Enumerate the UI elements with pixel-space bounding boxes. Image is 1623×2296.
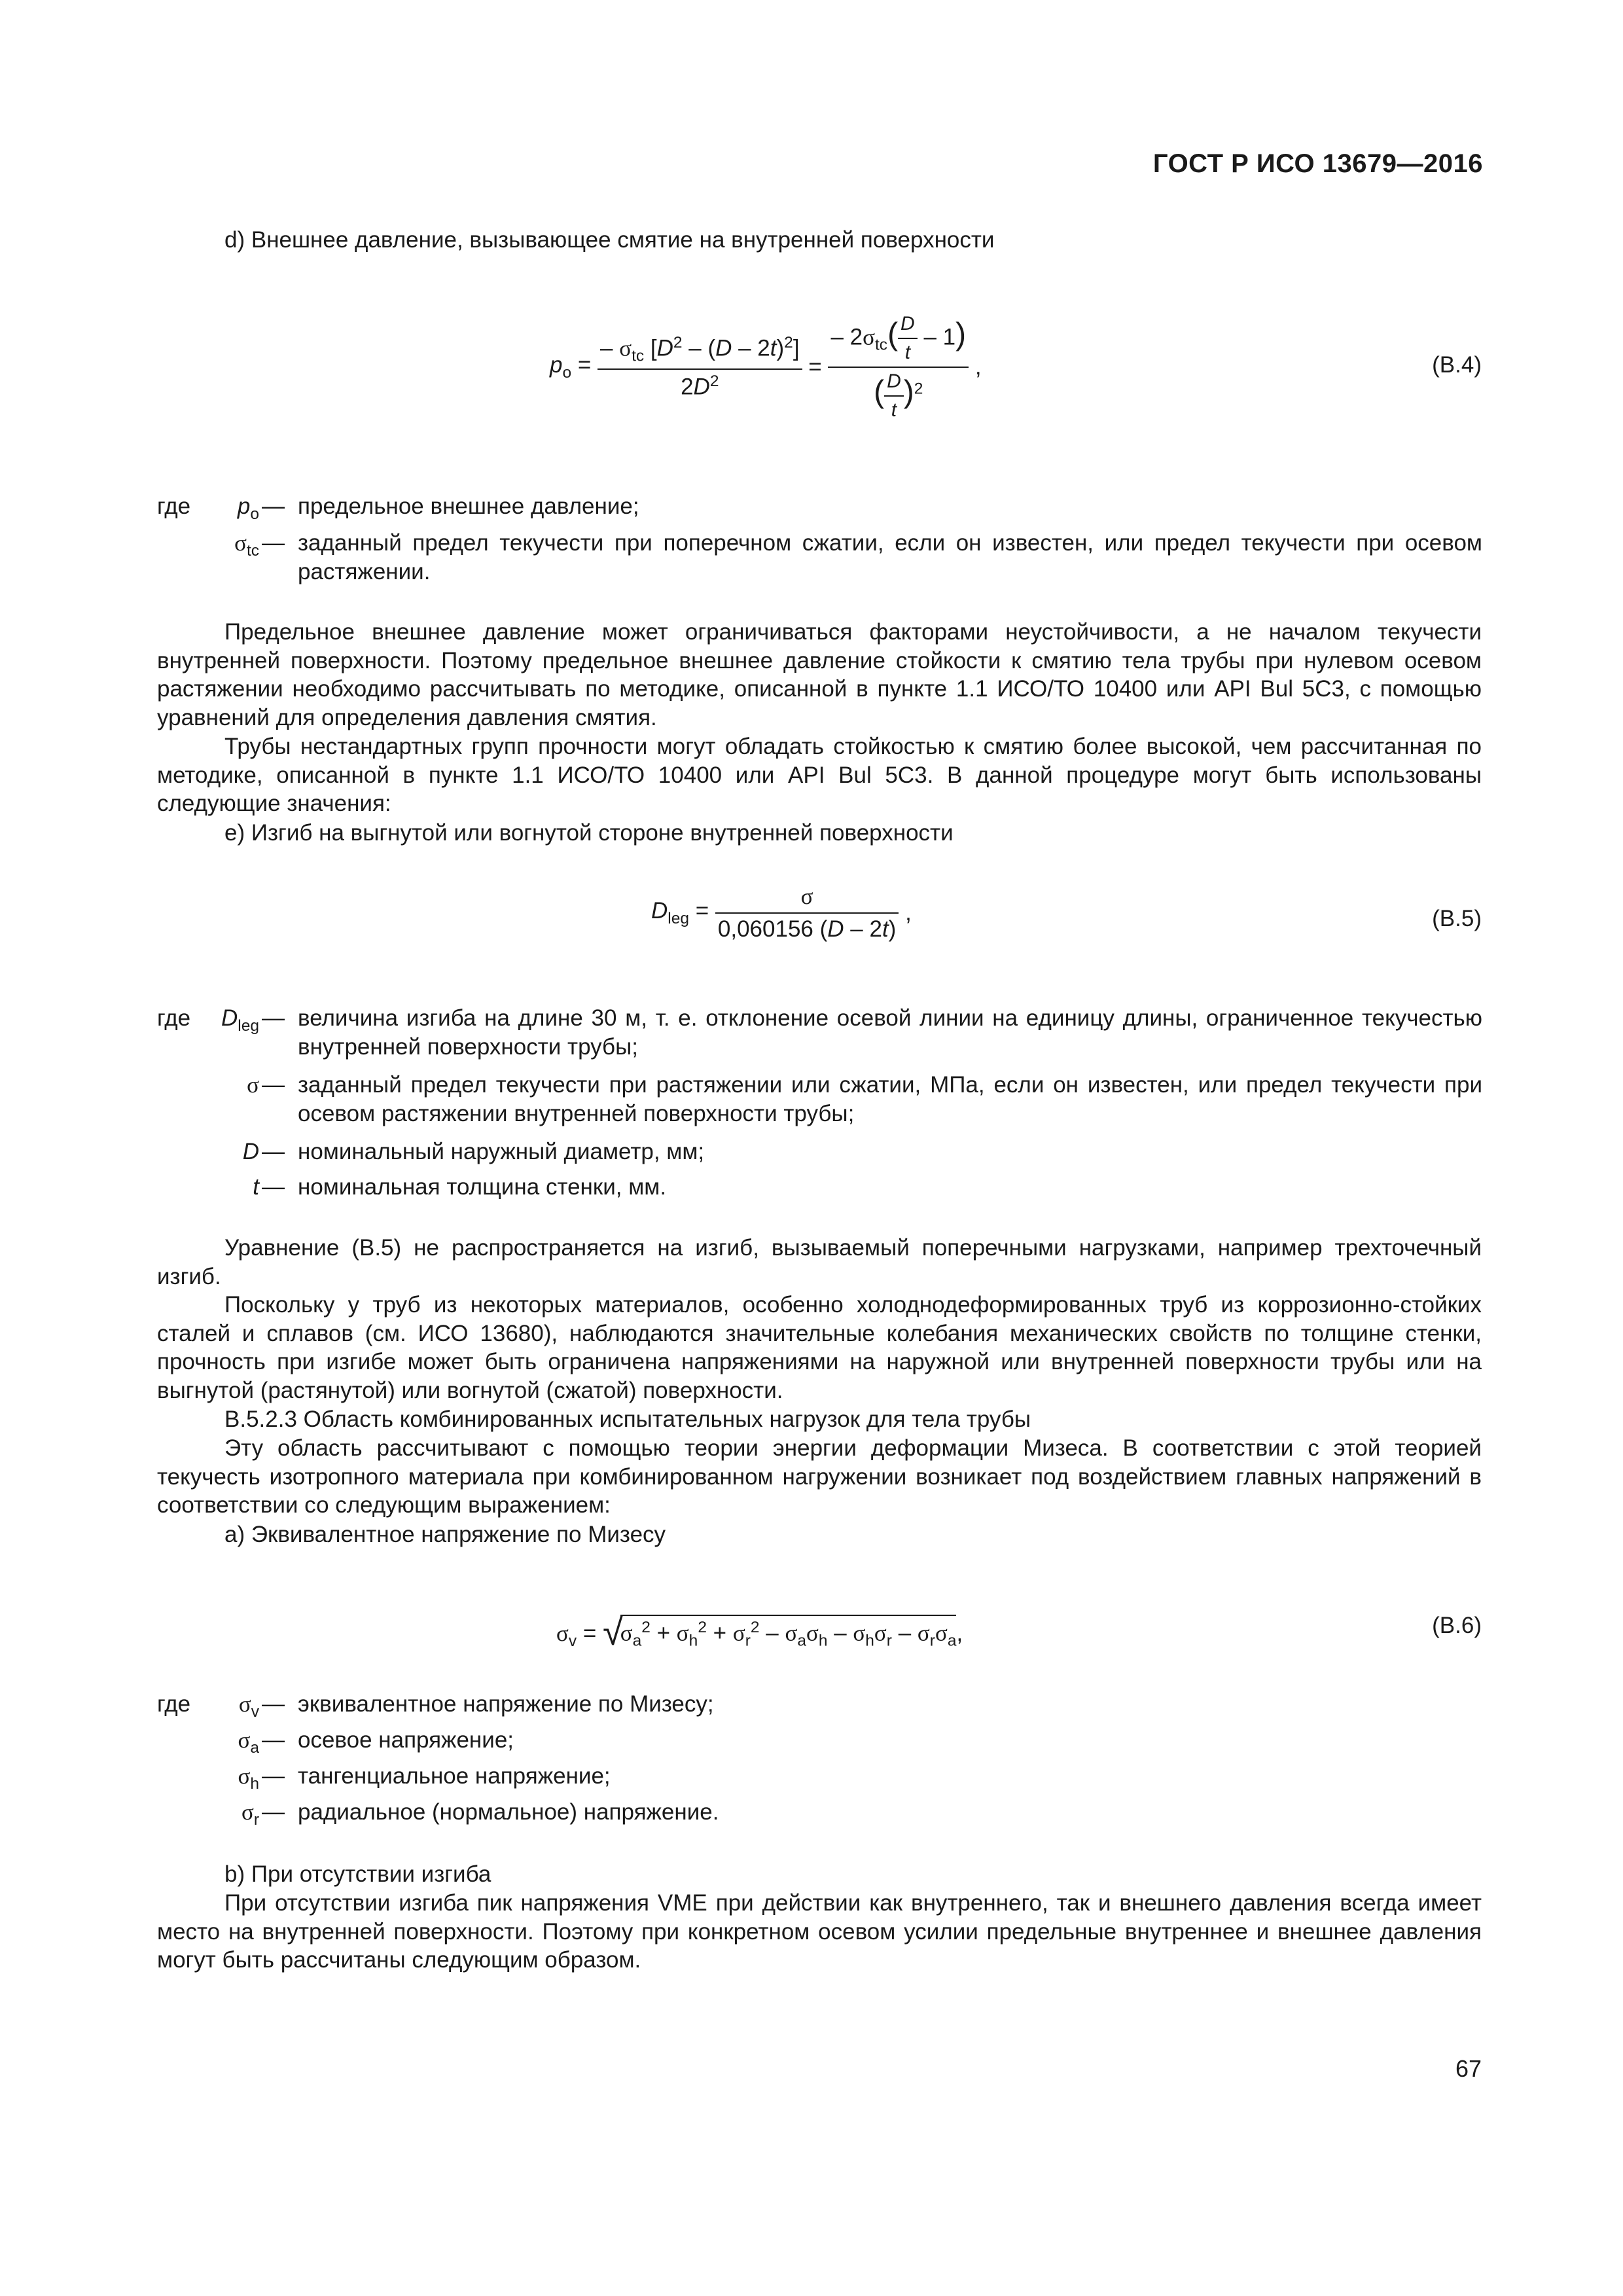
paragraph-1: Предельное внешнее давление может ограничиваться факторами неустойчивости, а не началом текучести внутренней поверхности. Поэтому предельное внешнее давление стойкости к смятию тела трубы при нулевом осевом растяжении необходимо рассчитывать по методике, описанной в пункте 1.1 ИСО/ТО 10400 или API Bul 5C3, с помощью уравнений для определения давления смятия. bbox=[157, 619, 1482, 730]
legend-b5-symbol-dleg: $D_{leg}$ bbox=[221, 1005, 259, 1035]
legend-b5-symbol-d: D bbox=[242, 1139, 259, 1164]
equation-b5-number: (В.5) bbox=[1432, 906, 1482, 931]
legend-b5-row-3: D — номинальный наружный диаметр, мм; bbox=[0, 1138, 1623, 1166]
legend-b5-row-1: где $D_{leg}$ — величина изгиба на длине 30 м, т. е. отклонение осевой линии на единицу длины, ограниченное текучестью внутренней поверхности трубы; bbox=[0, 1004, 1623, 1063]
eq-b4-fraction-1: $\frac{- \sigma_{tc} [D^2 - (D - 2t)^2]}{2D^2}$ bbox=[597, 334, 802, 400]
item-e-heading: е) Изгиб на выгнутой или вогнутой стороне внутренней поверхности bbox=[224, 820, 954, 846]
legend-b6-row-4: $\sigma_r$ — радиальное (нормальное) напряжение. bbox=[0, 1798, 1623, 1827]
legend-b4-row-1: где $p_o$ — предельное внешнее давление; bbox=[0, 492, 1623, 521]
legend-b5-row-4: t — номинальная толщина стенки, мм. bbox=[0, 1173, 1623, 1202]
legend-b4-symbol-po: $p_o$ bbox=[237, 493, 259, 523]
eq-b4-fraction-2: – $2\sigma_{tc}$( $\frac{D}{t}$ – 1) ( $\frac{D}{t}$ )$^2$ bbox=[828, 313, 969, 422]
legend-b5-text-4: номинальная толщина стенки, мм. bbox=[298, 1174, 667, 1200]
item-b-heading: b) При отсутствии изгиба bbox=[224, 1861, 491, 1887]
legend-b6-text-3: тангенциальное напряжение; bbox=[298, 1763, 611, 1789]
legend-b4-where: где bbox=[157, 493, 191, 519]
legend-b4-text-1: предельное внешнее давление; bbox=[298, 493, 639, 519]
legend-b6-row-1: где $\sigma_v$ — эквивалентное напряжение по Мизесу; bbox=[0, 1690, 1623, 1719]
equation-b4-number: (В.4) bbox=[1432, 352, 1482, 378]
legend-b5-row-2: σ — заданный предел текучести при растяжении или сжатии, МПа, если он известен, или предел текучести при осевом растяжении внутренней поверхности трубы; bbox=[0, 1071, 1623, 1130]
legend-b6-row-2: $\sigma_a$ — осевое напряжение; bbox=[0, 1726, 1623, 1755]
legend-b4-symbol-sigma-tc: $\sigma_{tc}$ bbox=[234, 530, 259, 560]
paragraph-2: Трубы нестандартных групп прочности могут обладать стойкостью к смятию более высокой, чем рассчитанная по методике, описанной в пункте 1.1 ИСО/ТО 10400 или API Bul 5C3. В данной процедуре могут быть использованы следующие значения: bbox=[157, 734, 1482, 816]
legend-b5-symbol-t: t bbox=[253, 1174, 259, 1200]
legend-b5-text-1: величина изгиба на длине 30 м, т. е. отклонение осевой линии на единицу длины, ограниченное текучестью внутренней поверхности трубы; bbox=[298, 1005, 1482, 1060]
eq-b5-fraction: $\frac{\sigma}{0,060156 (D - 2t)}$ bbox=[715, 884, 899, 942]
legend-b5-text-3: номинальный наружный диаметр, мм; bbox=[298, 1139, 705, 1164]
legend-b5-where: где bbox=[157, 1005, 191, 1031]
legend-b6-symbol-sigma-r: $\sigma_r$ bbox=[241, 1799, 259, 1829]
item-a-heading: а) Эквивалентное напряжение по Мизесу bbox=[224, 1522, 666, 1547]
equation-b4: $p_o$ = $\frac{- \sigma_{tc} [D^2 - (D - 2t)^2]}{2D^2}$ = – $2\sigma_{tc}$( $\frac{D}{t}$ – 1) ( $\frac{D}{t}$ )$^2$ , bbox=[550, 313, 982, 421]
paragraph-3: Уравнение (В.5) не распространяется на изгиб, вызываемый поперечными нагрузками, например трехточечный изгиб. bbox=[157, 1235, 1482, 1289]
document-header: ГОСТ Р ИСО 13679—2016 bbox=[1152, 149, 1483, 178]
equation-b6: $\sigma_v = √\sigma_a^2 + \sigma_h^2 + \sigma_r^2 - \sigma_a\sigma_h - \sigma_h\sigma_r - \sigma_r\sigma_a$, bbox=[556, 1611, 963, 1653]
legend-b6-text-2: осевое напряжение; bbox=[298, 1727, 514, 1753]
paragraph-7: При отсутствии изгиба пик напряжения VME при действии как внутреннего, так и внешнего давления всегда имеет место на внутренней поверхности. Поэтому при конкретном осевом усилии предельные внутреннее и внешнее давления могут быть рассчитаны следующим образом. bbox=[157, 1890, 1482, 1973]
paragraph-4: Поскольку у труб из некоторых материалов, особенно холоднодеформированных труб из коррозионно-стойких сталей и сплавов (см. ИСО 13680), наблюдаются значительные колебания механических свойств по толщине стенки, прочность при изгибе может быть ограничена напряжениями на наружной или внутренней поверхности трубы или на выгнутой (растянутой) или вогнутой (сжатой) поверхности. bbox=[157, 1292, 1482, 1403]
equation-b5: $D_{leg}$ = $\frac{\sigma}{0,060156 (D - 2t)}$ , bbox=[651, 884, 912, 942]
legend-b6-row-3: $\sigma_h$ — тангенциальное напряжение; bbox=[0, 1762, 1623, 1791]
page-number: 67 bbox=[1455, 2055, 1482, 2082]
paragraph-6: Эту область рассчитывают с помощью теории энергии деформации Мизеса. В соответствии с этой теорией текучесть изотропного материала при комбинированном нагружении возникает под воздействием главных напряжений в соответствии со следующим выражением: bbox=[157, 1435, 1482, 1518]
paragraph-5: В.5.2.3 Область комбинированных испытательных нагрузок для тела трубы bbox=[224, 1407, 1031, 1432]
item-d-heading: d) Внешнее давление, вызывающее смятие на внутренней поверхности bbox=[224, 227, 995, 253]
legend-b6-text-1: эквивалентное напряжение по Мизесу; bbox=[298, 1691, 714, 1717]
legend-b6-symbol-sigma-v: $\sigma_v$ bbox=[238, 1691, 259, 1721]
legend-b6-symbol-sigma-h: $\sigma_h$ bbox=[238, 1763, 259, 1793]
legend-b6-where: где bbox=[157, 1691, 191, 1717]
legend-b6-text-4: радиальное (нормальное) напряжение. bbox=[298, 1799, 719, 1825]
legend-b5-symbol-sigma: σ bbox=[247, 1072, 259, 1098]
equation-b6-number: (В.6) bbox=[1432, 1613, 1482, 1638]
legend-b4-row-2: $\sigma_{tc}$ — заданный предел текучести при поперечном сжатии, если он известен, или предел текучести при осевом растяжении. bbox=[0, 529, 1623, 588]
legend-b6-symbol-sigma-a: $\sigma_a$ bbox=[238, 1727, 259, 1757]
legend-b4-text-2: заданный предел текучести при поперечном сжатии, если он известен, или предел текучести при осевом растяжении. bbox=[298, 530, 1482, 584]
legend-b5-text-2: заданный предел текучести при растяжении или сжатии, МПа, если он известен, или предел текучести при осевом растяжении внутренней поверхности трубы; bbox=[298, 1072, 1482, 1126]
